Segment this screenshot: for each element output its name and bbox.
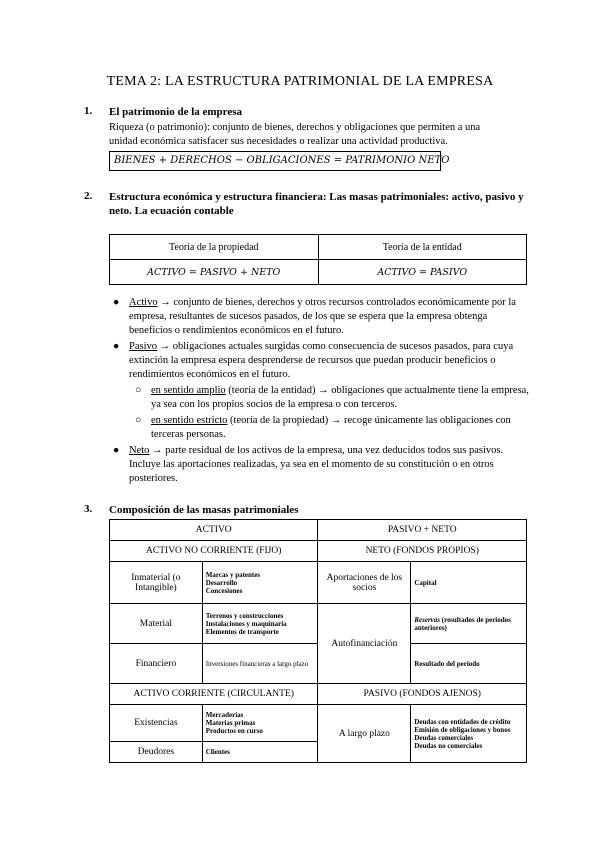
deudores-label: Deudores bbox=[110, 742, 203, 763]
pasivo-term: Pasivo bbox=[129, 341, 158, 352]
amplio-term: en sentido amplio bbox=[151, 385, 226, 396]
list-item: Materias primas bbox=[205, 719, 256, 727]
reservas-cell bbox=[411, 604, 527, 644]
bullet-circle-icon: ○ bbox=[135, 385, 142, 396]
bullet-dot-icon: ● bbox=[113, 445, 120, 456]
list-item: Productos en curso bbox=[205, 727, 263, 735]
list-item: Deudas no comerciales bbox=[414, 741, 483, 750]
estricto-text: (teoría de la propiedad) → recoge únicamente las obligaciones con terceras personas. bbox=[151, 415, 511, 440]
table-row bbox=[110, 260, 527, 285]
financiero-items bbox=[202, 644, 318, 684]
aportaciones-label: Aportaciones de los socios bbox=[318, 562, 411, 604]
section-1-line-2: unidad económica satisfacer sus necesidades o realizar una actividad productiva. bbox=[109, 136, 448, 147]
largo-plazo-label: A largo plazo bbox=[318, 705, 411, 763]
masas-bullets bbox=[109, 296, 529, 488]
pasivo-text: → obligaciones actuales surgidas como consecuencia de sucesos pasados, para cuya extinción la empresa espera desprenderse de recursos que puedan producir beneficios o rendimientos económicos en el futuro. bbox=[129, 341, 514, 380]
list-item: Elementos de transporte bbox=[205, 627, 279, 636]
section-3-heading: Composición de las masas patrimoniales bbox=[109, 504, 299, 516]
reservas-term: Reservas bbox=[414, 615, 441, 624]
teoria-propiedad-header: Teoría de la propiedad bbox=[110, 235, 319, 260]
deudores-items bbox=[202, 742, 318, 763]
table-row bbox=[110, 520, 527, 541]
pasivo-fa-header: PASIVO (FONDOS AJENOS) bbox=[318, 684, 527, 705]
list-item: Mercaderías bbox=[205, 711, 244, 719]
activo-text: → conjunto de bienes, derechos y otros recursos controlados económicamente por la empresa, resultantes de sucesos pasados, de los que se espera que la empresa obtenga beneficios o rendimientos económicos en el futuro. bbox=[129, 297, 516, 336]
table-row bbox=[110, 235, 527, 260]
list-item: Clientes bbox=[205, 748, 230, 756]
list-item: Deudas comerciales bbox=[414, 733, 474, 742]
list-item: Marcas y patentes bbox=[205, 570, 261, 579]
patrimonio-formula: BIENES + DERECHOS − OBLIGACIONES = PATRIMONIO NETO bbox=[109, 151, 441, 171]
financiero-label: Financiero bbox=[110, 644, 203, 684]
largo-plazo-items bbox=[411, 705, 527, 763]
list-item: Emisión de obligaciones y bonos bbox=[414, 725, 511, 734]
list-item bbox=[109, 296, 529, 338]
pasivo-neto-header: PASIVO + NETO bbox=[318, 520, 527, 541]
section-3-number: 3. bbox=[84, 503, 93, 515]
list-item: Terrenos y construcciones bbox=[205, 611, 284, 620]
bullet-circle-icon: ○ bbox=[135, 415, 142, 426]
list-item: Instalaciones y maquinaria bbox=[205, 619, 287, 628]
list-item: Desarrollo bbox=[205, 578, 238, 587]
activo-term: Activo bbox=[129, 297, 158, 308]
neto-text: → parte residual de los activos de la empresa, una vez deducidos todos sus pasivos. Incluye las aportaciones realizadas, ya sea en el momento de su constitución o en otros posteriores. bbox=[129, 445, 504, 484]
autofinanciacion-label: Autofinanciación bbox=[318, 604, 411, 684]
neto-header: NETO (FONDOS PROPIOS) bbox=[318, 541, 527, 562]
teoria-propiedad-formula: ACTIVO = PASIVO + NETO bbox=[110, 260, 319, 285]
bullet-dot-icon: ● bbox=[113, 297, 120, 308]
table-row bbox=[110, 684, 527, 705]
list-item: Deudas con entidades de crédito bbox=[414, 717, 511, 726]
inmaterial-items bbox=[202, 562, 318, 604]
table-row bbox=[110, 705, 527, 742]
section-2-heading-line-1: Estructura económica y estructura financiera: Las masas patrimoniales: activo, pasivo y bbox=[109, 191, 524, 203]
reservas-note: (resultados de periodos anteriores) bbox=[414, 615, 511, 632]
list-item bbox=[109, 384, 529, 412]
existencias-label: Existencias bbox=[110, 705, 203, 742]
material-label: Material bbox=[110, 604, 203, 644]
teoria-entidad-formula: ACTIVO = PASIVO bbox=[318, 260, 527, 285]
table-row bbox=[110, 604, 527, 644]
activo-header: ACTIVO bbox=[110, 520, 318, 541]
document-title: TEMA 2: LA ESTRUCTURA PATRIMONIAL DE LA EMPRESA bbox=[106, 74, 494, 89]
neto-term: Neto bbox=[129, 445, 150, 456]
composicion-table bbox=[109, 519, 527, 763]
teoria-entidad-header: Teoría de la entidad bbox=[318, 235, 527, 260]
section-1-heading: El patrimonio de la empresa bbox=[109, 106, 243, 118]
table-row bbox=[110, 541, 527, 562]
list-item: Concesiones bbox=[205, 586, 243, 595]
section-2-number: 2. bbox=[84, 190, 93, 202]
capital-label: Capital bbox=[411, 562, 527, 604]
section-1-number: 1. bbox=[84, 105, 93, 117]
anc-header: ACTIVO NO CORRIENTE (FIJO) bbox=[110, 541, 318, 562]
inmaterial-label: Inmaterial (o Intangible) bbox=[110, 562, 203, 604]
list-item: Inversiones financieras a largo plazo bbox=[205, 659, 309, 668]
list-item bbox=[109, 444, 529, 486]
list-item bbox=[109, 414, 529, 442]
section-2-heading-line-2: neto. La ecuación contable bbox=[109, 205, 234, 217]
table-row bbox=[110, 562, 527, 604]
bullet-dot-icon: ● bbox=[113, 341, 120, 352]
existencias-items bbox=[202, 705, 318, 742]
section-1-line-1: Riqueza (o patrimonio): conjunto de bienes, derechos y obligaciones que permiten a una bbox=[109, 122, 481, 133]
resultado-label: Resultado del periodo bbox=[411, 644, 527, 684]
amplio-text: (teoría de la entidad) → obligaciones que actualmente tiene la empresa, ya sea con los propios socios de la empresa o con terceros. bbox=[151, 385, 529, 410]
section-2-heading bbox=[109, 190, 529, 218]
material-items bbox=[202, 604, 318, 644]
ac-header: ACTIVO CORRIENTE (CIRCULANTE) bbox=[110, 684, 318, 705]
estricto-term: en sentido estricto bbox=[151, 415, 228, 426]
teorias-table bbox=[109, 234, 527, 285]
list-item bbox=[109, 340, 529, 382]
